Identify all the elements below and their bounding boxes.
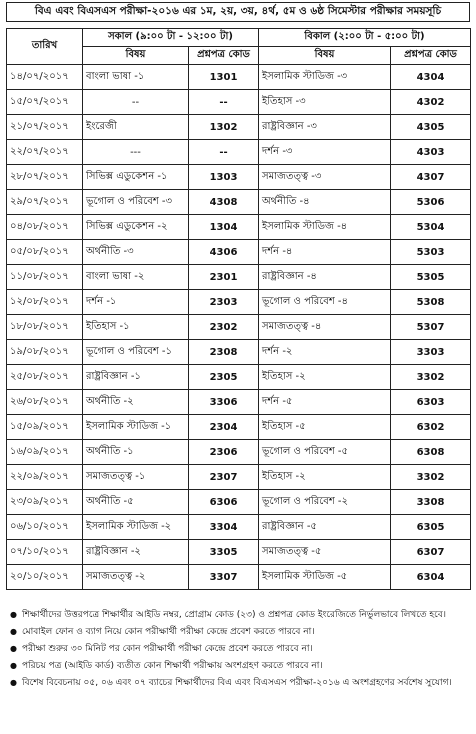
morning-subject-cell: ভূগোল ও পরিবেশ -৩ bbox=[83, 190, 189, 215]
morning-subject-cell: সমাজতত্ত্ব -১ bbox=[83, 465, 189, 490]
morning-subject-cell: অর্থনীতি -৩ bbox=[83, 240, 189, 265]
table-row bbox=[7, 515, 471, 540]
morning-code-cell: 3306 bbox=[189, 390, 259, 415]
afternoon-subject-cell: ইসলামিক স্টাডিজ -৩ bbox=[259, 65, 391, 90]
header-row-shift bbox=[7, 29, 471, 47]
afternoon-code-cell: 6302 bbox=[391, 415, 471, 440]
morning-code-cell: -- bbox=[189, 90, 259, 115]
afternoon-subject-cell: ইসলামিক স্টাডিজ -৫ bbox=[259, 565, 391, 590]
morning-subject-cell: দর্শন -১ bbox=[83, 290, 189, 315]
afternoon-code-cell: 5303 bbox=[391, 240, 471, 265]
date-cell: ২৮/০৭/২০১৭ bbox=[7, 165, 83, 190]
date-cell: ১৮/০৮/২০১৭ bbox=[7, 315, 83, 340]
morning-code-cell: 2304 bbox=[189, 415, 259, 440]
header-afternoon: বিকাল (২:০০ টা - ৫:০০ টা) bbox=[259, 29, 471, 47]
morning-subject-cell: অর্থনীতি -২ bbox=[83, 390, 189, 415]
date-cell: ২২/০৭/২০১৭ bbox=[7, 140, 83, 165]
afternoon-code-cell: 5304 bbox=[391, 215, 471, 240]
table-row bbox=[7, 390, 471, 415]
afternoon-subject-cell: ইতিহাস -৫ bbox=[259, 415, 391, 440]
morning-code-cell: 4306 bbox=[189, 240, 259, 265]
morning-code-cell: 2301 bbox=[189, 265, 259, 290]
schedule-title: বিএ এবং বিএসএস পরীক্ষা-২০১৬ এর ১ম, ২য়, ৩য়, ৪র্থ, ৫ম ও ৬ষ্ঠ সিমেস্টার পরীক্ষার সময়সূচি bbox=[6, 2, 470, 22]
date-cell: ১৯/০৮/২০১৭ bbox=[7, 340, 83, 365]
table-row bbox=[7, 365, 471, 390]
date-cell: ১১/০৮/২০১৭ bbox=[7, 265, 83, 290]
morning-code-cell: 2306 bbox=[189, 440, 259, 465]
date-cell: ১৬/০৯/২০১৭ bbox=[7, 440, 83, 465]
table-row bbox=[7, 415, 471, 440]
afternoon-code-cell: 4302 bbox=[391, 90, 471, 115]
table-row bbox=[7, 140, 471, 165]
afternoon-code-cell: 6304 bbox=[391, 565, 471, 590]
morning-code-cell: 6306 bbox=[189, 490, 259, 515]
date-cell: ২৬/০৮/২০১৭ bbox=[7, 390, 83, 415]
table-row bbox=[7, 290, 471, 315]
morning-subject-cell: -- bbox=[83, 90, 189, 115]
afternoon-subject-cell: সমাজতত্ত্ব -৪ bbox=[259, 315, 391, 340]
note-item: ● বিশেষ বিবেচনায় ০৫, ০৬ এবং ০৭ ব্যাচের শিক্ষার্থীদের বিএ এবং বিএসএস পরীক্ষা-২০১৬ এ অংশগ্রহণের সর্বশেষ সুযোগ। bbox=[10, 676, 465, 690]
afternoon-subject-cell: ভূগোল ও পরিবেশ -৫ bbox=[259, 440, 391, 465]
afternoon-code-cell: 4303 bbox=[391, 140, 471, 165]
date-cell: ২২/০৯/২০১৭ bbox=[7, 465, 83, 490]
afternoon-code-cell: 5308 bbox=[391, 290, 471, 315]
afternoon-code-cell: 6308 bbox=[391, 440, 471, 465]
table-row bbox=[7, 65, 471, 90]
morning-subject-cell: ইসলামিক স্টাডিজ -১ bbox=[83, 415, 189, 440]
date-cell: ১৪/০৭/২০১৭ bbox=[7, 65, 83, 90]
afternoon-subject-cell: দর্শন -৩ bbox=[259, 140, 391, 165]
note-item: ● পরীক্ষা শুরুর ৩০ মিনিট পর কোন পরীক্ষার্থী পরীক্ষা কেন্দ্রে প্রবেশ করতে পারবে না। bbox=[10, 642, 465, 656]
afternoon-code-cell: 5306 bbox=[391, 190, 471, 215]
afternoon-subject-cell: ভূগোল ও পরিবেশ -২ bbox=[259, 490, 391, 515]
afternoon-code-cell: 5307 bbox=[391, 315, 471, 340]
header-afternoon-subject: বিষয় bbox=[259, 47, 391, 65]
afternoon-code-cell: 3302 bbox=[391, 465, 471, 490]
table-row bbox=[7, 165, 471, 190]
afternoon-subject-cell: রাষ্ট্রবিজ্ঞান -৩ bbox=[259, 115, 391, 140]
afternoon-code-cell: 5305 bbox=[391, 265, 471, 290]
date-cell: ১৫/০৯/২০১৭ bbox=[7, 415, 83, 440]
table-row bbox=[7, 190, 471, 215]
morning-code-cell: 2303 bbox=[189, 290, 259, 315]
note-item: ● পরিচয় পত্র (আইডি কার্ড) ব্যতীত কোন শিক্ষার্থী পরীক্ষায় অংশগ্রহণ করতে পারবে না। bbox=[10, 659, 465, 673]
afternoon-code-cell: 3302 bbox=[391, 365, 471, 390]
morning-code-cell: 2308 bbox=[189, 340, 259, 365]
morning-subject-cell: রাষ্ট্রবিজ্ঞান -১ bbox=[83, 365, 189, 390]
header-morning: সকাল (৯:০০ টা - ১২:০০ টা) bbox=[83, 29, 259, 47]
afternoon-subject-cell: দর্শন -৪ bbox=[259, 240, 391, 265]
morning-subject-cell: সিভিক্স এডুকেশন -১ bbox=[83, 165, 189, 190]
morning-subject-cell: ভূগোল ও পরিবেশ -১ bbox=[83, 340, 189, 365]
morning-code-cell: 1302 bbox=[189, 115, 259, 140]
date-cell: ১৫/০৭/২০১৭ bbox=[7, 90, 83, 115]
table-row bbox=[7, 340, 471, 365]
table-row bbox=[7, 90, 471, 115]
afternoon-subject-cell: সমাজতত্ত্ব -৩ bbox=[259, 165, 391, 190]
table-row bbox=[7, 465, 471, 490]
morning-subject-cell: --- bbox=[83, 140, 189, 165]
header-date: তারিখ bbox=[7, 29, 83, 65]
date-cell: ০৭/১০/২০১৭ bbox=[7, 540, 83, 565]
afternoon-subject-cell: সমাজতত্ত্ব -৫ bbox=[259, 540, 391, 565]
afternoon-code-cell: 4307 bbox=[391, 165, 471, 190]
morning-code-cell: -- bbox=[189, 140, 259, 165]
morning-subject-cell: অর্থনীতি -১ bbox=[83, 440, 189, 465]
table-row bbox=[7, 490, 471, 515]
afternoon-subject-cell: ইতিহাস -৩ bbox=[259, 90, 391, 115]
morning-code-cell: 3307 bbox=[189, 565, 259, 590]
date-cell: ০৬/১০/২০১৭ bbox=[7, 515, 83, 540]
note-item: ● শিক্ষার্থীদের উত্তরপত্রে শিক্ষার্থীর আইডি নম্বর, প্রোগ্রাম কোড (২৩) ও প্রশ্নপত্র কোড ইংরেজিতে নির্ভুলভাবে লিখতে হবে। bbox=[10, 608, 465, 622]
afternoon-subject-cell: ইতিহাস -২ bbox=[259, 465, 391, 490]
table-row bbox=[7, 440, 471, 465]
morning-subject-cell: ইতিহাস -১ bbox=[83, 315, 189, 340]
afternoon-subject-cell: ভূগোল ও পরিবেশ -৪ bbox=[259, 290, 391, 315]
morning-code-cell: 2307 bbox=[189, 465, 259, 490]
morning-code-cell: 1304 bbox=[189, 215, 259, 240]
morning-subject-cell: সিভিক্স এডুকেশন -২ bbox=[83, 215, 189, 240]
afternoon-subject-cell: দর্শন -৫ bbox=[259, 390, 391, 415]
morning-code-cell: 1303 bbox=[189, 165, 259, 190]
afternoon-code-cell: 6305 bbox=[391, 515, 471, 540]
morning-code-cell: 4308 bbox=[189, 190, 259, 215]
afternoon-code-cell: 4305 bbox=[391, 115, 471, 140]
morning-subject-cell: সমাজতত্ত্ব -২ bbox=[83, 565, 189, 590]
notes-list bbox=[10, 608, 465, 693]
date-cell: ২৯/০৭/২০১৭ bbox=[7, 190, 83, 215]
date-cell: ০৫/০৮/২০১৭ bbox=[7, 240, 83, 265]
afternoon-subject-cell: অর্থনীতি -৪ bbox=[259, 190, 391, 215]
header-morning-subject: বিষয় bbox=[83, 47, 189, 65]
afternoon-subject-cell: ইসলামিক স্টাডিজ -৪ bbox=[259, 215, 391, 240]
afternoon-subject-cell: রাষ্ট্রবিজ্ঞান -৪ bbox=[259, 265, 391, 290]
date-cell: ১২/০৮/২০১৭ bbox=[7, 290, 83, 315]
table-row bbox=[7, 240, 471, 265]
morning-subject-cell: বাংলা ভাষা -১ bbox=[83, 65, 189, 90]
table-row bbox=[7, 315, 471, 340]
afternoon-code-cell: 6303 bbox=[391, 390, 471, 415]
morning-subject-cell: বাংলা ভাষা -২ bbox=[83, 265, 189, 290]
schedule-body bbox=[7, 65, 471, 590]
morning-subject-cell: ইসলামিক স্টাডিজ -২ bbox=[83, 515, 189, 540]
afternoon-subject-cell: রাষ্ট্রবিজ্ঞান -৫ bbox=[259, 515, 391, 540]
header-afternoon-code: প্রশ্নপত্র কোড bbox=[391, 47, 471, 65]
note-item: ● মোবাইল ফোন ও ব্যাগ নিয়ে কোন পরীক্ষার্থী পরীক্ষা কেন্দ্রে প্রবেশ করতে পারবে না। bbox=[10, 625, 465, 639]
afternoon-code-cell: 6307 bbox=[391, 540, 471, 565]
date-cell: ২০/১০/২০১৭ bbox=[7, 565, 83, 590]
morning-subject-cell: ইংরেজী bbox=[83, 115, 189, 140]
morning-code-cell: 1301 bbox=[189, 65, 259, 90]
table-row bbox=[7, 265, 471, 290]
exam-schedule-table bbox=[6, 28, 471, 590]
afternoon-code-cell: 4304 bbox=[391, 65, 471, 90]
morning-subject-cell: অর্থনীতি -৫ bbox=[83, 490, 189, 515]
date-cell: ২৩/০৯/২০১৭ bbox=[7, 490, 83, 515]
header-morning-code: প্রশ্নপত্র কোড bbox=[189, 47, 259, 65]
morning-subject-cell: রাষ্ট্রবিজ্ঞান -২ bbox=[83, 540, 189, 565]
table-row bbox=[7, 215, 471, 240]
afternoon-code-cell: 3303 bbox=[391, 340, 471, 365]
date-cell: ০৪/০৮/২০১৭ bbox=[7, 215, 83, 240]
morning-code-cell: 2302 bbox=[189, 315, 259, 340]
afternoon-subject-cell: দর্শন -২ bbox=[259, 340, 391, 365]
afternoon-subject-cell: ইতিহাস -২ bbox=[259, 365, 391, 390]
morning-code-cell: 2305 bbox=[189, 365, 259, 390]
afternoon-code-cell: 3308 bbox=[391, 490, 471, 515]
table-row bbox=[7, 540, 471, 565]
morning-code-cell: 3304 bbox=[189, 515, 259, 540]
date-cell: ২১/০৭/২০১৭ bbox=[7, 115, 83, 140]
morning-code-cell: 3305 bbox=[189, 540, 259, 565]
table-row bbox=[7, 115, 471, 140]
date-cell: ২৫/০৮/২০১৭ bbox=[7, 365, 83, 390]
table-row bbox=[7, 565, 471, 590]
